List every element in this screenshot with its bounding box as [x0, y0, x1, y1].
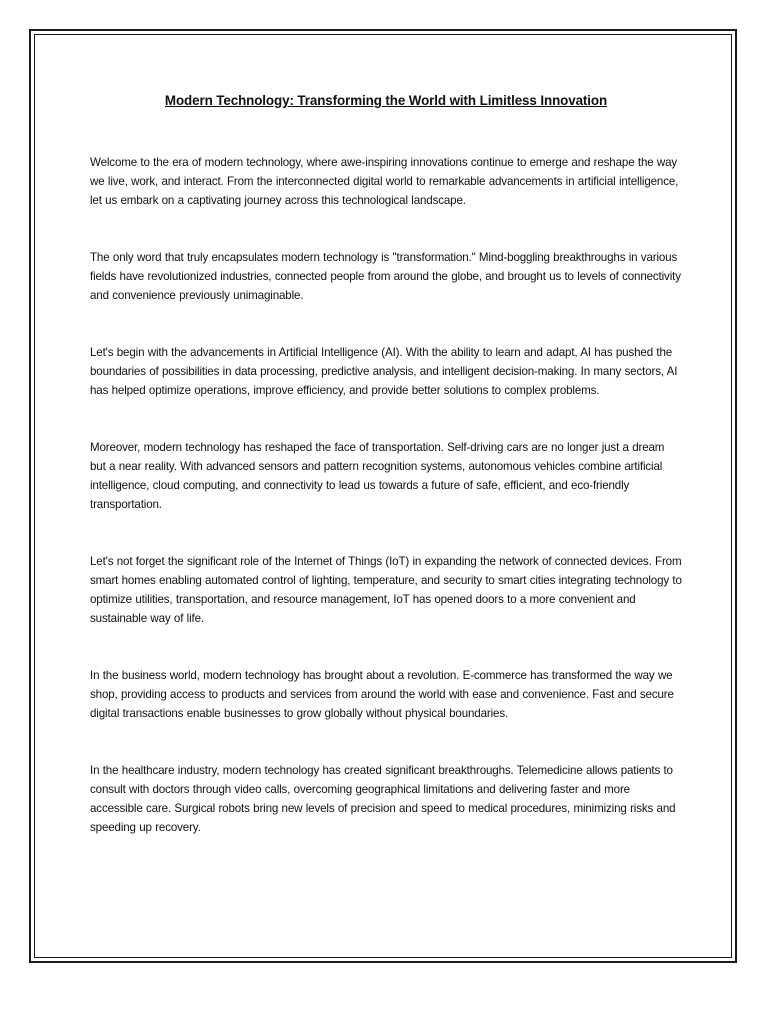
- paragraph-transportation: Moreover, modern technology has reshaped the face of transportation. Self-driving cars are no longer just a dream but a near reality. With advanced sensors and pattern recognition systems, autonomous vehicles combine artificial intelligence, cloud computing, and connectivity to lead us towards a future of safe, efficient, and eco-friendly transportation.: [90, 441, 665, 511]
- paragraph-transformation: The only word that truly encapsulates modern technology is "transformation." Mind-boggling breakthroughs in various fields have revolutionized industries, connected people from around the globe, and brought us to levels of connectivity and convenience previously unimaginable.: [90, 251, 681, 302]
- paragraph-intro: Welcome to the era of modern technology, where awe-inspiring innovations continue to emerge and reshape the way we live, work, and interact. From the interconnected digital world to remarkable advancements in artificial intelligence, let us embark on a captivating journey across this technological landscape.: [90, 156, 679, 207]
- paragraph-healthcare: In the healthcare industry, modern technology has created significant breakthroughs. Telemedicine allows patients to consult with doctors through video calls, overcoming geographical limitations and delivering faster and more accessible care. Surgical robots bring new levels of precision and speed to medical procedures, minimizing risks and speeding up recovery.: [90, 764, 676, 834]
- document-body: [90, 93, 682, 875]
- document-title: Modern Technology: Transforming the World with Limitless Innovation: [164, 93, 608, 108]
- paragraph-business: In the business world, modern technology has brought about a revolution. E-commerce has transformed the way we shop, providing access to products and services from around the world with ease and convenience. Fast and secure digital transactions enable businesses to grow globally without physical boundaries.: [90, 669, 674, 720]
- paragraph-artificial-intelligence: Let's begin with the advancements in Artificial Intelligence (AI). With the ability to learn and adapt, AI has pushed the boundaries of possibilities in data processing, predictive analysis, and intelligent decision-making. In many sectors, AI has helped optimize operations, improve efficiency, and provide better solutions to complex problems.: [90, 346, 678, 397]
- paragraph-internet-of-things: Let's not forget the significant role of the Internet of Things (IoT) in expanding the network of connected devices. From smart homes enabling automated control of lighting, temperature, and security to smart cities integrating technology to optimize utilities, transportation, and resource management, IoT has opened doors to a more convenient and sustainable way of life.: [90, 555, 682, 625]
